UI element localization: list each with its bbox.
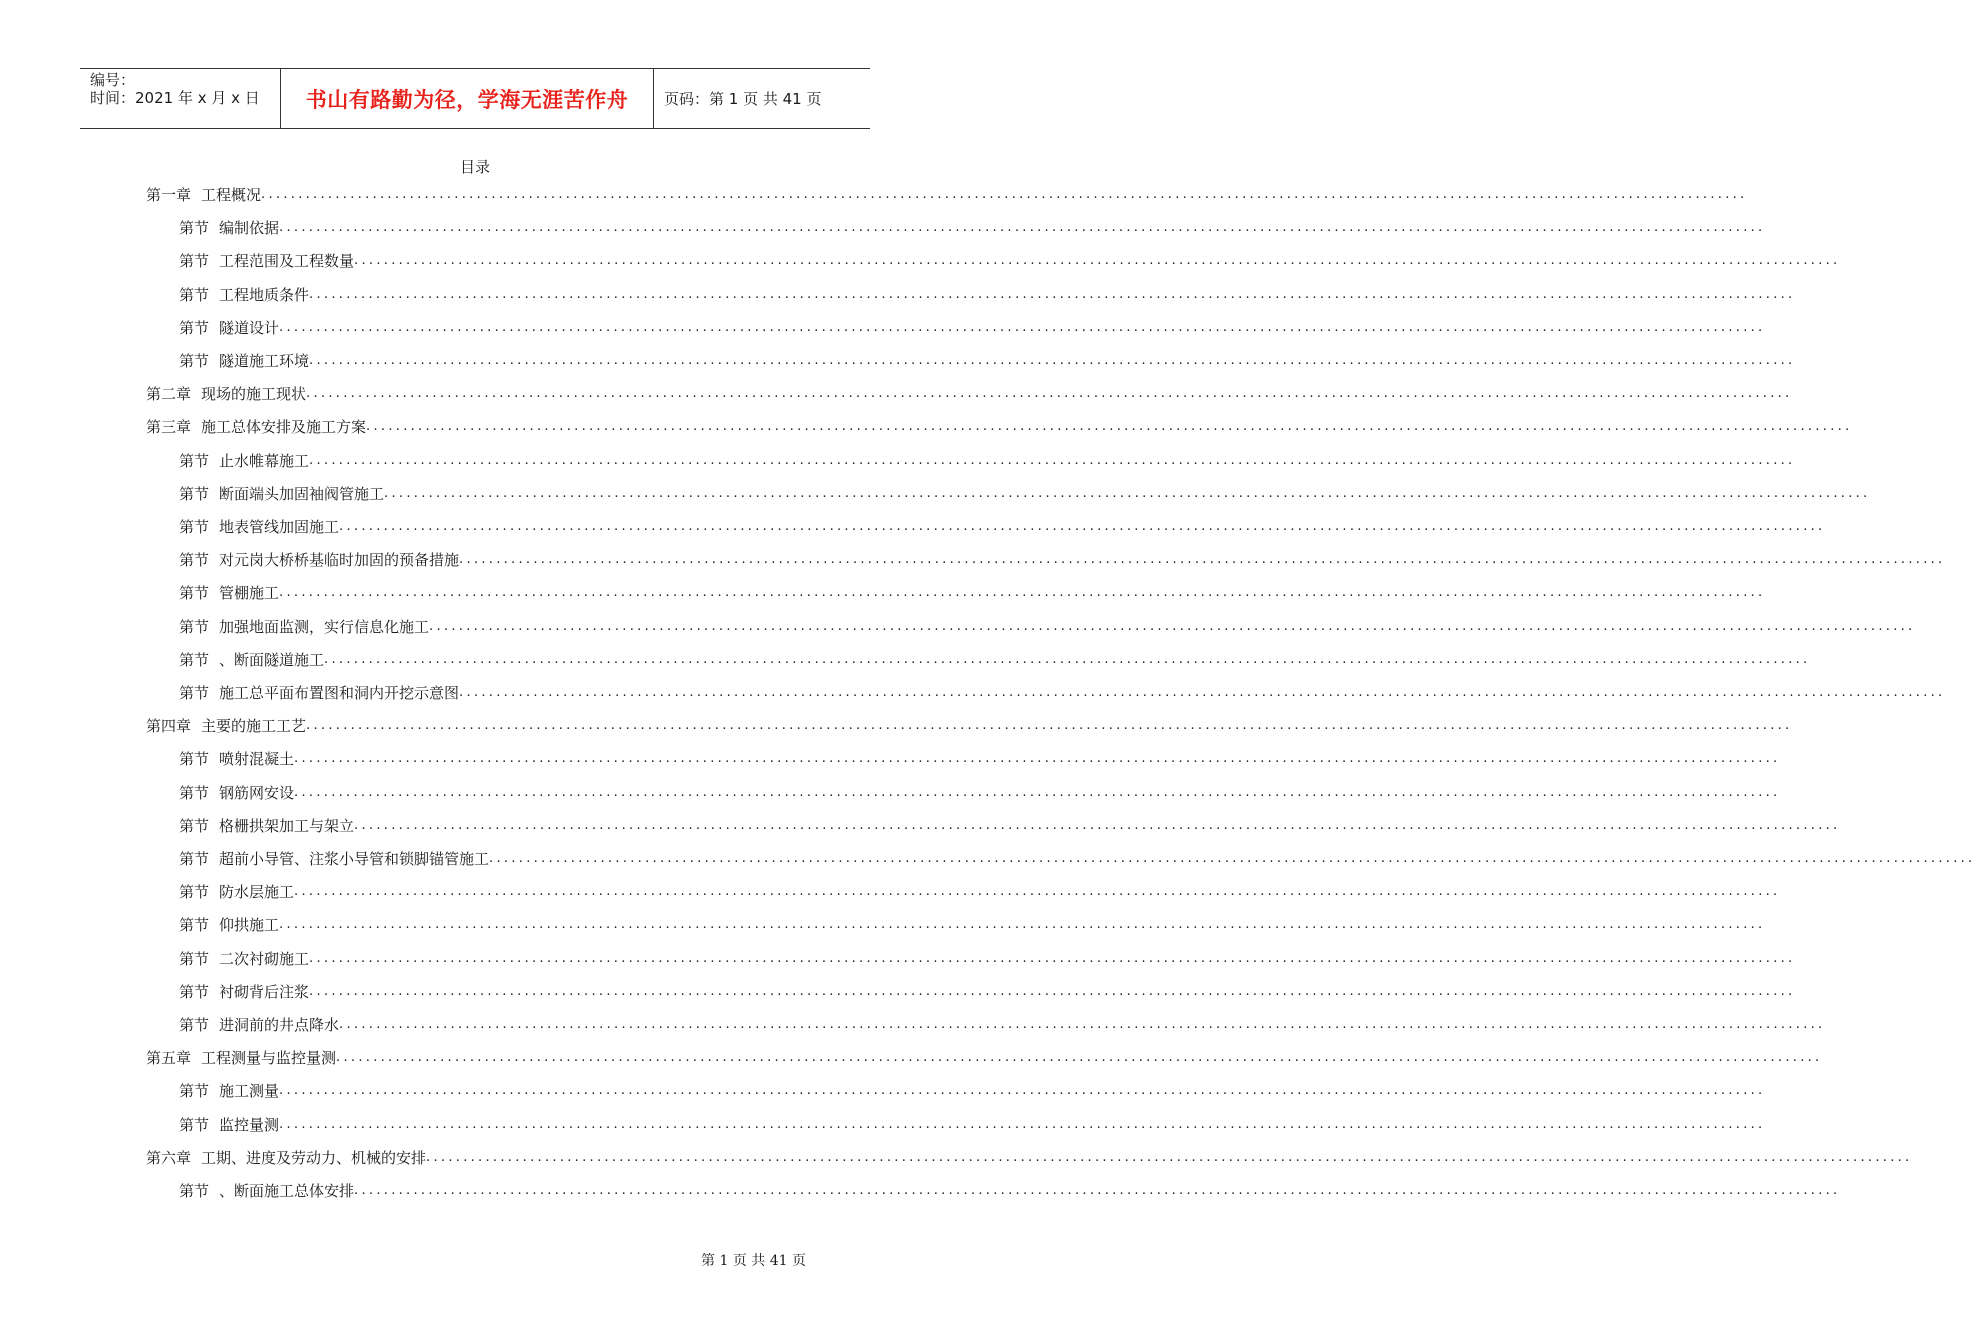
toc-entry-prefix: 第四章 [146, 717, 192, 736]
toc-entry-prefix: 第节 [179, 883, 210, 902]
toc-entry-prefix: 第节 [179, 750, 210, 769]
toc-section-entry[interactable] [179, 978, 1796, 1002]
toc-entry-label [179, 517, 339, 537]
toc-dot-leader: ........................................................................................................................................................................................................ [426, 1149, 1913, 1165]
toc-dot-leader: ........................................................................................................................................................................................................ [489, 851, 1976, 866]
toc-dot-leader: ........................................................................................................................................................................................................ [336, 1050, 1823, 1066]
toc-entry-prefix: 第节 [179, 783, 210, 802]
toc-section-entry[interactable] [179, 281, 1796, 305]
toc-entry-label [146, 185, 261, 205]
toc-dot-leader: ........................................................................................................................................................................................................ [306, 386, 1793, 402]
toc-section-entry[interactable] [179, 911, 1766, 935]
toc-dot-leader: ........................................................................................................................................................................................................ [306, 718, 1793, 734]
toc-dot-leader: ........................................................................................................................................................................................................ [309, 286, 1796, 302]
toc-section-entry[interactable] [179, 347, 1796, 371]
toc-entry-text: 施工总体安排及施工方案 [201, 418, 367, 437]
toc-section-entry[interactable] [179, 546, 1946, 570]
toc-entry-label [179, 1115, 279, 1135]
toc-entry-prefix: 第节 [179, 252, 210, 271]
toc-entry-label [146, 384, 306, 404]
toc-entry-prefix: 第节 [179, 1182, 210, 1200]
toc-entry-label [179, 1015, 339, 1035]
header-page-number: 页码：第 1 页 共 41 页 [664, 90, 822, 108]
toc-dot-leader: ........................................................................................................................................................................................................ [261, 187, 1748, 202]
toc-entry-prefix: 第三章 [146, 418, 192, 437]
toc-entry-text: 、断面隧道施工 [219, 650, 325, 669]
toc-entry-prefix: 第节 [179, 285, 210, 304]
toc-entry-label [146, 1048, 336, 1068]
toc-dot-leader: ........................................................................................................................................................................................................ [294, 751, 1781, 767]
document-date-label: 时间：2021 年 x 月 x 日 [90, 89, 260, 107]
toc-entry-prefix: 第节 [179, 650, 210, 669]
toc-entry-label [179, 318, 279, 338]
toc-entry-text: 、断面施工总体安排 [219, 1182, 355, 1200]
toc-chapter-entry[interactable] [146, 181, 1748, 205]
toc-chapter-entry[interactable] [146, 1144, 1913, 1168]
toc-entry-text: 对元岗大桥桥基临时加固的预备措施 [219, 551, 460, 570]
toc-entry-label [179, 1081, 279, 1101]
toc-dot-leader: ........................................................................................................................................................................................................ [279, 917, 1766, 933]
toc-section-entry[interactable] [179, 1011, 1826, 1035]
toc-entry-prefix: 第节 [179, 850, 210, 868]
toc-section-entry[interactable] [179, 214, 1766, 238]
toc-section-entry[interactable] [179, 513, 1826, 537]
toc-entry-prefix: 第节 [179, 1082, 210, 1101]
toc-entry-prefix: 第节 [179, 684, 210, 702]
toc-entry-text: 仰拱施工 [219, 916, 280, 935]
toc-section-entry[interactable] [179, 314, 1766, 338]
toc-entry-label [179, 617, 429, 637]
toc-entry-label [179, 218, 279, 238]
toc-entry-label [179, 583, 279, 603]
toc-dot-leader: ........................................................................................................................................................................................................ [294, 784, 1781, 800]
toc-entry-label [179, 882, 294, 902]
toc-entry-prefix: 第六章 [146, 1148, 192, 1167]
toc-section-entry[interactable] [179, 613, 1916, 637]
toc-entry-prefix: 第节 [179, 219, 210, 238]
toc-title: 目录 [459, 158, 490, 176]
toc-entry-text: 工程测量与监控量测 [201, 1049, 337, 1068]
toc-entry-text: 工期、进度及劳动力、机械的安排 [201, 1148, 427, 1167]
toc-dot-leader: ........................................................................................................................................................................................................ [354, 1183, 1841, 1198]
toc-entry-label [146, 716, 306, 736]
toc-entry-label [179, 982, 309, 1002]
toc-dot-leader: ........................................................................................................................................................................................................ [279, 319, 1766, 335]
toc-entry-label [179, 351, 309, 371]
toc-section-entry[interactable] [179, 447, 1796, 471]
toc-dot-leader: ........................................................................................................................................................................................................ [309, 353, 1796, 368]
toc-entry-label [179, 650, 324, 670]
toc-entry-text: 超前小导管、注浆小导管和锁脚锚管施工 [219, 850, 490, 868]
toc-entry-label [179, 550, 459, 570]
toc-entry-text: 工程概况 [201, 186, 262, 204]
toc-entry-prefix: 第节 [179, 617, 210, 636]
toc-chapter-entry[interactable] [146, 712, 1793, 736]
toc-entry-label [179, 783, 294, 803]
toc-entry-prefix: 第节 [179, 584, 210, 603]
toc-entry-prefix: 第节 [179, 1016, 210, 1034]
toc-section-entry[interactable] [179, 1111, 1766, 1135]
toc-dot-leader: ........................................................................................................................................................................................................ [309, 983, 1796, 999]
toc-dot-leader: ........................................................................................................................................................................................................ [309, 950, 1796, 966]
toc-section-entry[interactable] [179, 779, 1781, 803]
toc-entry-text: 防水层施工 [219, 883, 295, 902]
toc-section-entry[interactable] [179, 1077, 1766, 1101]
toc-section-entry[interactable] [179, 579, 1766, 603]
toc-entry-prefix: 第节 [179, 318, 210, 337]
toc-entry-label [179, 849, 489, 869]
toc-entry-label [179, 251, 354, 271]
toc-entry-label [179, 949, 309, 969]
toc-dot-leader: ........................................................................................................................................................................................................ [294, 884, 1781, 900]
toc-entry-text: 衬砌背后注浆 [219, 982, 310, 1001]
toc-section-entry[interactable] [179, 745, 1781, 769]
toc-entry-text: 主要的施工工艺 [201, 717, 307, 736]
toc-dot-leader: ........................................................................................................................................................................................................ [279, 220, 1766, 236]
page-header [80, 68, 870, 129]
toc-section-entry[interactable] [179, 845, 1976, 869]
toc-dot-leader: ........................................................................................................................................................................................................ [459, 685, 1946, 700]
toc-chapter-entry[interactable] [146, 1044, 1823, 1068]
toc-section-entry[interactable] [179, 945, 1796, 969]
toc-entry-prefix: 第节 [179, 518, 210, 536]
toc-entry-text: 现场的施工现状 [201, 385, 307, 404]
toc-entry-text: 施工总平面布置图和洞内开挖示意图 [219, 684, 460, 702]
toc-dot-leader: ........................................................................................................................................................................................................ [279, 1083, 1766, 1099]
toc-entry-prefix: 第一章 [146, 186, 192, 204]
toc-entry-label [146, 1148, 426, 1168]
toc-entry-prefix: 第节 [179, 551, 210, 570]
toc-section-entry[interactable] [179, 878, 1781, 902]
toc-entry-label [179, 749, 294, 769]
toc-entry-text: 隧道设计 [219, 318, 280, 337]
toc-entry-text: 编制依据 [219, 219, 280, 238]
toc-dot-leader: ........................................................................................................................................................................................................ [339, 519, 1826, 534]
toc-entry-label [179, 1181, 354, 1201]
toc-dot-leader: ........................................................................................................................................................................................................ [354, 817, 1841, 833]
toc-entry-prefix: 第节 [179, 484, 210, 503]
toc-entry-text: 工程范围及工程数量 [219, 252, 355, 271]
toc-chapter-entry[interactable] [146, 413, 1853, 437]
toc-entry-label [146, 417, 366, 437]
toc-entry-text: 二次衬砌施工 [219, 949, 310, 968]
toc-dot-leader: ........................................................................................................................................................................................................ [366, 419, 1853, 435]
toc-section-entry[interactable] [179, 1177, 1841, 1201]
toc-entry-text: 钢筋网安设 [219, 783, 295, 802]
toc-section-entry[interactable] [179, 247, 1841, 271]
toc-entry-text: 监控量测 [219, 1115, 280, 1134]
toc-entry-text: 断面端头加固袖阀管施工 [219, 484, 385, 503]
toc-section-entry[interactable] [179, 646, 1811, 670]
header-motto: 书山有路勤为径，学海无涯苦作舟 [281, 69, 654, 128]
toc-entry-label [179, 816, 354, 836]
toc-entry-text: 工程地质条件 [219, 285, 310, 304]
toc-entry-label [179, 915, 279, 935]
toc-entry-prefix: 第节 [179, 949, 210, 968]
toc-entry-prefix: 第二章 [146, 385, 192, 404]
toc-dot-leader: ........................................................................................................................................................................................................ [354, 253, 1841, 269]
toc-entry-prefix: 第节 [179, 352, 210, 370]
toc-entry-text: 地表管线加固施工 [219, 518, 340, 536]
toc-entry-label [179, 484, 384, 504]
toc-entry-prefix: 第节 [179, 1115, 210, 1134]
toc-entry-text: 加强地面监测，实行信息化施工 [219, 617, 430, 636]
page-footer: 第 1 页 共 41 页 [701, 1253, 806, 1269]
document-number-label: 编号： [90, 71, 136, 89]
toc-dot-leader: ........................................................................................................................................................................................................ [279, 585, 1766, 601]
toc-entry-text: 止水帷幕施工 [219, 451, 310, 470]
toc-entry-prefix: 第节 [179, 916, 210, 935]
toc-entry-text: 施工测量 [219, 1082, 280, 1101]
toc-entry-prefix: 第五章 [146, 1049, 192, 1068]
toc-entry-text: 隧道施工环境 [219, 352, 310, 370]
toc-section-entry[interactable] [179, 679, 1946, 703]
toc-chapter-entry[interactable] [146, 380, 1793, 404]
toc-section-entry[interactable] [179, 480, 1871, 504]
toc-entry-prefix: 第节 [179, 982, 210, 1001]
toc-entry-text: 进洞前的井点降水 [219, 1016, 340, 1034]
toc-dot-leader: ........................................................................................................................................................................................................ [459, 552, 1946, 568]
toc-entry-prefix: 第节 [179, 816, 210, 835]
toc-entry-prefix: 第节 [179, 451, 210, 470]
toc-dot-leader: ........................................................................................................................................................................................................ [339, 1017, 1826, 1032]
header-meta [80, 69, 281, 128]
toc-entry-label [179, 683, 459, 703]
toc-entry-label [179, 451, 309, 471]
toc-dot-leader: ........................................................................................................................................................................................................ [324, 651, 1811, 667]
toc-section-entry[interactable] [179, 812, 1841, 836]
toc-entry-text: 喷射混凝土 [219, 750, 295, 769]
toc-entry-text: 格栅拱架加工与架立 [219, 816, 355, 835]
toc-dot-leader: ........................................................................................................................................................................................................ [429, 618, 1916, 634]
toc-entry-text: 管棚施工 [219, 584, 280, 603]
toc-entry-label [179, 285, 309, 305]
toc-dot-leader: ........................................................................................................................................................................................................ [279, 1116, 1766, 1132]
toc-dot-leader: ........................................................................................................................................................................................................ [309, 452, 1796, 468]
toc-dot-leader: ........................................................................................................................................................................................................ [384, 485, 1871, 501]
